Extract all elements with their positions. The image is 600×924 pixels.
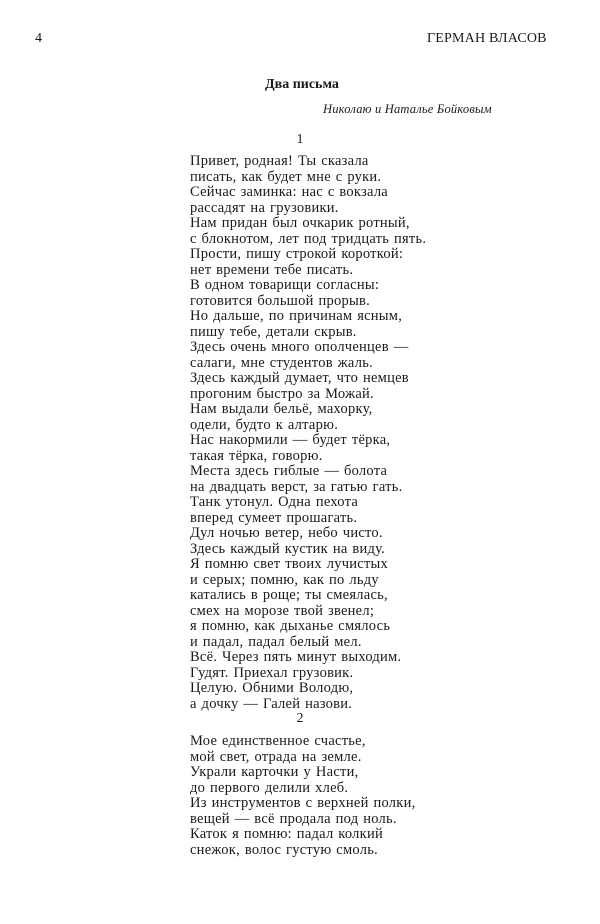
poem-line: Нас накормили — будет тёрка, — [190, 432, 391, 448]
poem-line: и падал, падал белый мел. — [190, 633, 362, 650]
section-number-2: 2 — [296, 711, 304, 726]
poem-line: вперед сумеет прошагать. — [190, 509, 358, 526]
poem-line: снежок, волос густую смоль. — [190, 841, 378, 858]
poem-line: Гудят. Приехал грузовик. — [190, 664, 354, 681]
page-number: 4 — [35, 31, 42, 46]
poem-line: В одном товарищи согласны: — [190, 277, 380, 293]
poem-line: до первого делили хлеб. — [190, 779, 349, 796]
poem-line: пишу тебе, детали скрыв. — [190, 323, 357, 340]
poem-line: Сейчас заминка: нас с вокзала — [190, 184, 388, 200]
poem-line: а дочку — Галей назови. — [190, 695, 353, 712]
poem-section-1 — [190, 154, 426, 712]
poem-line: с блокнотом, лет под тридцать пять. — [190, 230, 427, 247]
poem-section-2 — [190, 734, 415, 858]
poem-line: Целую. Обними Володю, — [190, 680, 354, 696]
poem-line: мой свет, отрада на земле. — [190, 748, 362, 765]
poem-line: Мое единственное счастье, — [190, 733, 366, 749]
poem-line: Прости, пишу строкой короткой: — [190, 246, 404, 262]
poem-line: я помню, как дыханье смялось — [190, 618, 391, 634]
poem-line: прогоним быстро за Можай. — [190, 385, 374, 402]
poem-line: готовится большой прорыв. — [190, 292, 370, 309]
poem-line: рассадят на грузовики. — [190, 199, 339, 216]
section-number-1: 1 — [296, 132, 304, 147]
poem-line: одели, будто к алтарю. — [190, 416, 339, 433]
poem-line: Привет, родная! Ты сказала — [190, 153, 369, 169]
poem-line: Украли карточки у Насти, — [190, 764, 359, 780]
poem-line: Всё. Через пять минут выходим. — [190, 649, 402, 665]
poem-line: Танк утонул. Одна пехота — [190, 494, 359, 510]
poem-line: Из инструментов с верхней полки, — [190, 795, 416, 811]
poem-line: такая тёрка, говорю. — [190, 447, 323, 464]
poem-line: вещей — всё продала под ноль. — [190, 810, 397, 827]
running-header-author: ГЕРМАН ВЛАСОВ — [427, 31, 547, 46]
poem-line: Здесь каждый кустик на виду. — [190, 540, 386, 557]
poem-title: Два письма — [265, 77, 339, 92]
poem-line: Здесь очень много ополченцев — — [190, 339, 409, 355]
poem-line: Нам придан был очкарик ротный, — [190, 215, 410, 231]
poem-line: катались в роще; ты смеялась, — [190, 587, 388, 603]
poem-line: смех на морозе твой звенел; — [190, 602, 375, 619]
poem-line: Я помню свет твоих лучистых — [190, 556, 389, 572]
poem-line: Но дальше, по причинам ясным, — [190, 308, 403, 324]
poem-line: и серых; помню, как по льду — [190, 571, 379, 588]
poem-line: нет времени тебе писать. — [190, 261, 354, 278]
poem-line: на двадцать верст, за гатью гать. — [190, 478, 403, 495]
poem-line: Дул ночью ветер, небо чисто. — [190, 525, 383, 541]
poem-dedication: Николаю и Наталье Бойковым — [323, 102, 492, 116]
poem-line: писать, как будет мне с руки. — [190, 168, 382, 185]
poem-line: Каток я помню: падал колкий — [190, 826, 383, 842]
poem-line: Места здесь гиблые — болота — [190, 463, 388, 479]
poem-line: салаги, мне студентов жаль. — [190, 354, 373, 371]
poem-line: Здесь каждый думает, что немцев — [190, 370, 409, 386]
poem-line: Нам выдали бельё, махорку, — [190, 401, 373, 417]
